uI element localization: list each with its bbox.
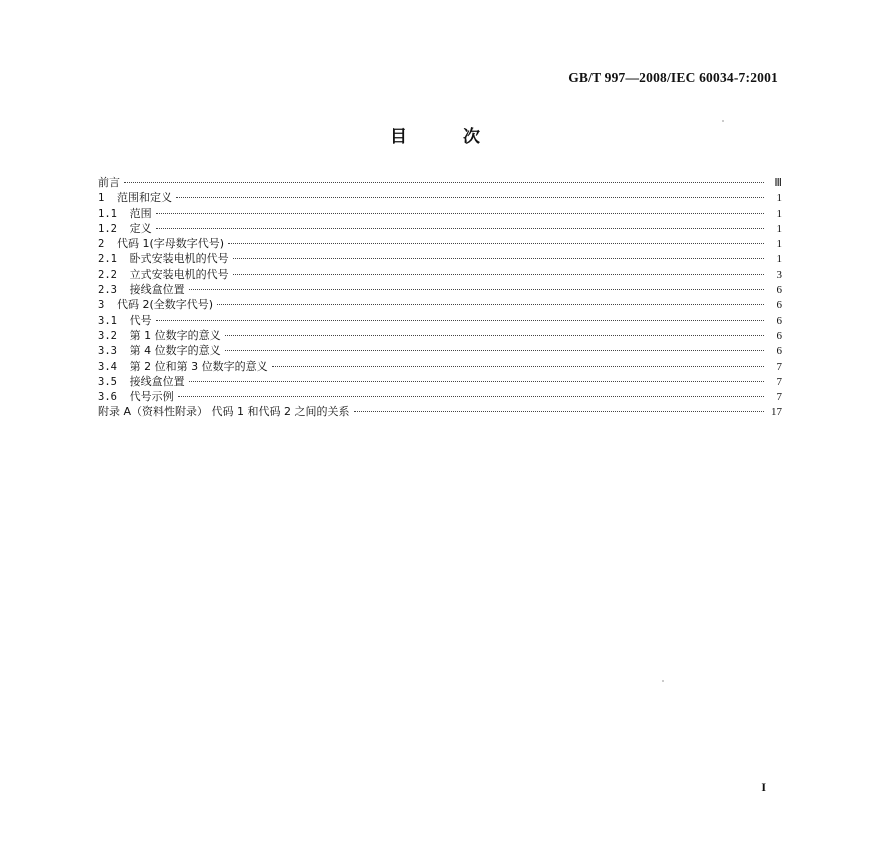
toc-entry-label: 范围和定义 [116,191,172,205]
toc-entry[interactable] [98,374,782,389]
toc-entry-page: 1 [776,222,782,235]
toc-entry-label: 代号 [129,313,152,327]
toc-dot-leader [156,228,764,229]
toc-entry[interactable] [98,297,782,312]
toc-entry-number: 3.2 [98,329,130,342]
toc-dot-leader [225,335,764,336]
toc-dot-leader [156,320,764,321]
toc-entry-page: 6 [776,299,782,312]
toc-entry-number: 2.1 [98,253,130,266]
title-char-1: 目 [390,127,407,147]
toc-entry-label: 前言 [98,176,120,189]
toc-entry[interactable] [98,251,782,266]
table-of-contents [98,175,782,420]
toc-dot-leader [217,304,764,305]
toc-entry-page: 1 [776,253,782,266]
toc-entry-label: 第 4 位数字的意义 [129,344,221,358]
toc-entry-page: 6 [776,314,782,327]
toc-entry[interactable] [98,343,782,358]
toc-entry-page: 6 [776,284,782,297]
toc-entry-page: 17 [771,406,782,419]
page-number: I [761,780,766,794]
toc-entry-page: 1 [776,207,782,220]
toc-dot-leader [189,381,764,382]
scan-speck [662,680,664,682]
toc-entry-number: 3.4 [98,360,130,373]
toc-entry-page: 7 [776,375,782,388]
toc-entry-number: 3 [98,299,117,312]
toc-entry[interactable] [98,389,782,404]
title-char-2: 次 [463,127,480,147]
toc-entry-label: 代号示例 [129,390,174,404]
toc-entry[interactable] [98,267,782,282]
toc-entry[interactable] [98,236,782,251]
toc-entry[interactable] [98,190,782,205]
toc-entry-number: 2.2 [98,268,130,281]
toc-dot-leader [124,182,764,183]
toc-entry-number: 1 [98,192,117,205]
toc-entry-number: 3.6 [98,391,130,404]
toc-entry-page: 6 [776,345,782,358]
toc-entry-number: 1.2 [98,222,130,235]
toc-entry-page: 6 [776,329,782,342]
toc-dot-leader [233,258,764,259]
toc-entry-label: 卧式安装电机的代号 [129,252,229,266]
toc-entry-label: 附录 A（资料性附录） 代码 1 和代码 2 之间的关系 [98,405,350,419]
toc-dot-leader [189,289,764,290]
toc-entry-number: 3.1 [98,314,130,327]
toc-entry[interactable] [98,313,782,328]
toc-entry-page: 1 [776,192,782,205]
toc-entry[interactable] [98,175,782,190]
toc-dot-leader [178,396,764,397]
toc-entry-number: 3.5 [98,375,130,388]
toc-dot-leader [156,213,764,214]
toc-entry-page: Ⅲ [774,177,782,189]
toc-entry[interactable] [98,206,782,221]
toc-dot-leader [225,350,764,351]
standard-number: GB/T 997—2008/IEC 60034-7:2001 [568,70,778,85]
toc-entry[interactable] [98,404,782,419]
toc-entry-label: 接线盒位置 [129,374,185,388]
toc-entry-label: 接线盒位置 [129,283,185,297]
toc-entry-page: 3 [776,268,782,281]
toc-dot-leader [228,243,764,244]
toc-entry-label: 第 2 位和第 3 位数字的意义 [129,359,268,373]
toc-entry-label: 立式安装电机的代号 [129,267,229,281]
toc-entry-label: 第 1 位数字的意义 [129,328,221,342]
toc-entry[interactable] [98,282,782,297]
toc-entry-label: 代码 1(字母数字代号) [116,237,225,251]
toc-entry-page: 7 [776,360,782,373]
toc-entry-number: 3.3 [98,345,130,358]
toc-dot-leader [354,411,764,412]
toc-entry-number: 2.3 [98,284,130,297]
toc-entry-label: 定义 [129,221,152,235]
toc-dot-leader [176,197,764,198]
toc-dot-leader [233,274,764,275]
toc-entry[interactable] [98,328,782,343]
toc-entry-page: 7 [776,391,782,404]
toc-entry-label: 范围 [129,206,152,220]
toc-entry-number: 2 [98,238,117,251]
toc-dot-leader [272,366,764,367]
page-title [0,122,870,147]
toc-entry[interactable] [98,359,782,374]
scan-speck [722,120,724,122]
toc-entry[interactable] [98,221,782,236]
toc-entry-label: 代码 2(全数字代号) [116,298,214,312]
toc-entry-number: 1.1 [98,207,130,220]
toc-entry-page: 1 [776,238,782,251]
